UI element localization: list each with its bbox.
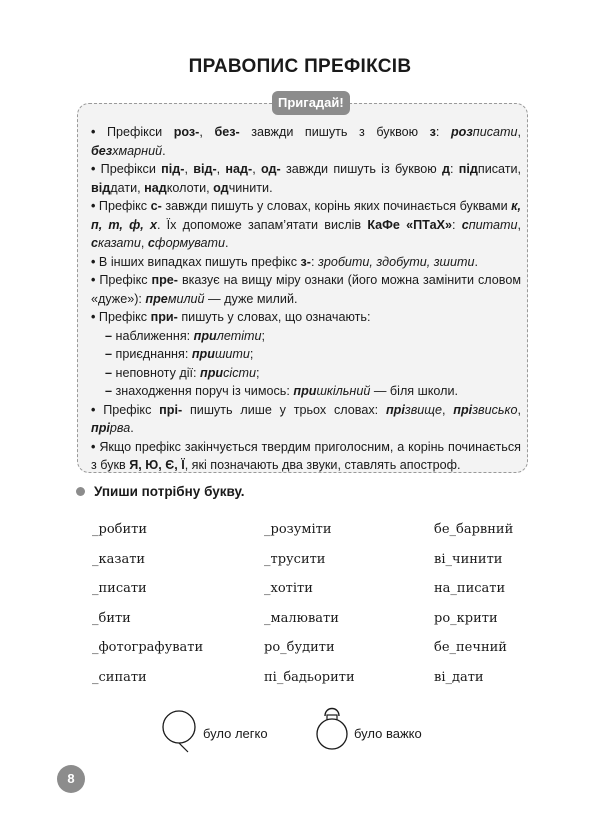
rule-text: КаФе «ПТаХ»: [367, 217, 452, 232]
rule-text: приєднання:: [115, 347, 192, 361]
rule-text: од: [213, 180, 229, 195]
rule-text: казати: [98, 236, 141, 250]
rule-item: [91, 160, 521, 197]
exercise-word: _трусити: [264, 551, 326, 567]
rule-text: завжди пишуть із буквою: [280, 162, 442, 176]
bullet-dot-icon: [76, 487, 85, 496]
rule-subitem: [91, 364, 521, 383]
rule-text: . Їх допоможе запам’ятати вислів: [156, 217, 368, 232]
rule-text: з-: [300, 254, 311, 269]
bullet-icon: •: [91, 402, 104, 417]
rule-text: при: [200, 365, 224, 380]
exercise-word: бе_барвний: [434, 522, 514, 537]
rule-text: летіти: [216, 328, 262, 343]
exercise-word: _сипати: [92, 669, 147, 685]
rule-text: роз-: [173, 125, 200, 139]
rule-text: з: [429, 125, 436, 139]
rule-text: .: [162, 143, 166, 158]
dash-icon: –: [105, 384, 116, 398]
rule-text: Префікси: [106, 125, 174, 139]
rule-text: рва: [109, 421, 131, 435]
page-title: ПРАВОПИС ПРЕФІКСІВ: [188, 56, 412, 77]
rule-text: .: [474, 254, 479, 269]
rule-text: над-: [225, 162, 253, 176]
exercise-word: _робити: [92, 522, 147, 537]
bullet-icon: •: [91, 254, 99, 269]
rule-text: прі-: [159, 402, 183, 417]
rule-text: с: [91, 236, 99, 250]
word-column-1: [92, 520, 203, 697]
rule-text: с: [461, 217, 469, 232]
rule-subitem: [91, 382, 521, 401]
rule-text: колоти,: [166, 180, 214, 195]
word-column-2: [264, 520, 355, 697]
rule-text: :: [450, 162, 459, 176]
rule-text: , які позначають два звуки, ставлять апостроф.: [184, 458, 461, 472]
rule-text: наближення:: [115, 328, 194, 343]
rule-text: Я, Ю, Є, Ї: [129, 458, 185, 472]
rule-subitem: [91, 327, 521, 346]
rule-text: пишуть у словах, що означають:: [177, 310, 371, 324]
rule-text: при: [293, 384, 317, 398]
rule-text: ,: [140, 236, 148, 250]
rule-text: звисько: [472, 402, 518, 417]
weight-icon: [312, 702, 352, 752]
rule-text: ;: [261, 328, 266, 343]
remember-badge: Пригадай!: [272, 91, 350, 115]
dash-icon: –: [105, 365, 116, 380]
rule-text: ,: [517, 125, 521, 139]
exercise-word: _малювати: [264, 610, 339, 626]
rule-text: милий: [167, 291, 205, 306]
rule-text: хмарний: [112, 143, 163, 158]
bullet-icon: •: [91, 199, 99, 213]
exercise-word: _бити: [92, 610, 131, 626]
rule-text: без-: [214, 125, 240, 139]
rule-text: ,: [184, 162, 194, 176]
rule-item: [91, 438, 521, 475]
rule-text: при-: [150, 310, 178, 324]
exercise-word: _розуміти: [264, 522, 332, 537]
rule-text: від-: [193, 162, 217, 176]
rule-text: ;: [249, 347, 254, 361]
rule-text: Префікс: [98, 199, 151, 213]
rule-item: [91, 253, 521, 272]
rule-text: під: [458, 162, 478, 176]
task-heading: [76, 484, 245, 499]
rule-text: :: [310, 254, 318, 269]
rule-text: вказує на вищу міру ознаки (його можна замінити словом «дуже»):: [91, 273, 521, 306]
rule-text: при: [193, 328, 217, 343]
rule-text: без: [91, 143, 113, 158]
rule-text: пре-: [151, 273, 178, 287]
rule-text: В інших випадках пишуть префікс: [98, 254, 301, 269]
rule-text: шити: [214, 347, 250, 361]
rule-text: чинити.: [228, 180, 273, 195]
rule-text: прі: [453, 402, 473, 417]
exercise-word: ві_дати: [434, 669, 484, 685]
rule-text: питати: [468, 217, 518, 232]
rule-text: формувати: [154, 236, 226, 250]
rule-text: пишуть лише у трьох словах:: [182, 402, 386, 417]
rule-text: Префікси: [100, 162, 162, 176]
rule-text: ,: [442, 402, 454, 417]
hard-label: було важко: [354, 726, 422, 741]
task-instruction: Упиши потрібну букву.: [94, 484, 245, 499]
rule-text: .: [130, 421, 134, 435]
rule-text: Префікс: [103, 402, 160, 417]
rule-text: :: [435, 125, 451, 139]
rule-text: к, п, т, ф, х: [91, 199, 521, 232]
rules-list: [91, 123, 521, 475]
rule-text: — дуже милий.: [204, 291, 298, 306]
exercise-word: _писати: [92, 581, 147, 596]
exercise-word: бе_печний: [434, 640, 507, 655]
dash-icon: –: [105, 347, 116, 361]
rule-text: сісти: [223, 365, 257, 380]
exercise-word: ро_крити: [434, 610, 498, 626]
bullet-icon: •: [91, 310, 99, 324]
rule-text: Префікс: [99, 273, 152, 287]
rule-text: над: [144, 180, 167, 195]
rule-text: прі: [91, 421, 110, 435]
rule-item: [91, 197, 521, 253]
exercise-word: _хотіти: [264, 581, 313, 596]
rule-text: д: [442, 162, 450, 176]
rule-text: роз: [450, 125, 473, 139]
rule-text: пре: [145, 291, 168, 306]
rule-text: дати,: [110, 180, 145, 195]
bullet-icon: •: [91, 162, 101, 176]
rule-item: [91, 271, 521, 308]
rule-item: [91, 401, 521, 438]
rule-text: зробити, здобути, зшити: [317, 254, 475, 269]
rule-text: ,: [216, 162, 226, 176]
exercise-word: _фотографувати: [92, 640, 204, 655]
rule-text: Префікс: [98, 310, 151, 324]
bullet-icon: •: [91, 439, 100, 454]
bullet-icon: •: [91, 273, 100, 287]
rule-text: ,: [199, 125, 215, 139]
word-column-3: [434, 520, 513, 697]
rule-text: с: [147, 236, 155, 250]
rule-text: ,: [517, 402, 521, 417]
rule-text: писати: [472, 125, 518, 139]
rule-text: при: [191, 347, 215, 361]
rule-text: — біля школи.: [370, 384, 458, 398]
rule-item: [91, 123, 521, 160]
rule-item: [91, 308, 521, 327]
rule-text: .: [225, 236, 229, 250]
exercise-word: ві_чинити: [434, 551, 503, 567]
rule-text: :: [451, 217, 462, 232]
rule-text: Якщо префікс закінчується твердим приголосним, а корінь починається з букв: [91, 439, 521, 472]
rule-text: шкільний: [316, 384, 371, 398]
rule-text: від: [91, 180, 111, 195]
rule-text: завжди пишуть у словах, корінь яких починається буквами: [161, 199, 512, 213]
rule-text: ,: [252, 162, 261, 176]
rule-text: завжди пишуть з буквою: [239, 125, 430, 139]
rule-text: під-: [161, 162, 185, 176]
bullet-icon: •: [91, 125, 107, 139]
rule-text: од-: [260, 162, 281, 176]
rule-text: прі: [385, 402, 405, 417]
exercise-word: на_писати: [434, 581, 506, 596]
dash-icon: –: [105, 328, 116, 343]
rule-text: ;: [256, 365, 260, 380]
easy-label: було легко: [203, 726, 268, 741]
rule-text: звище: [404, 402, 442, 417]
rule-text: с-: [150, 199, 162, 213]
balloon-icon: [160, 708, 200, 754]
page-number: 8: [57, 765, 85, 793]
exercise-word: пі_бадьорити: [264, 669, 355, 685]
rule-subitem: [91, 345, 521, 364]
exercise-word: _казати: [92, 551, 146, 567]
exercise-word: ро_будити: [264, 640, 335, 655]
rule-text: знаходження поруч із чимось:: [115, 384, 294, 398]
rule-text: неповноту дії:: [115, 365, 201, 380]
rule-text: писати,: [477, 162, 522, 176]
rule-text: ,: [517, 217, 521, 232]
